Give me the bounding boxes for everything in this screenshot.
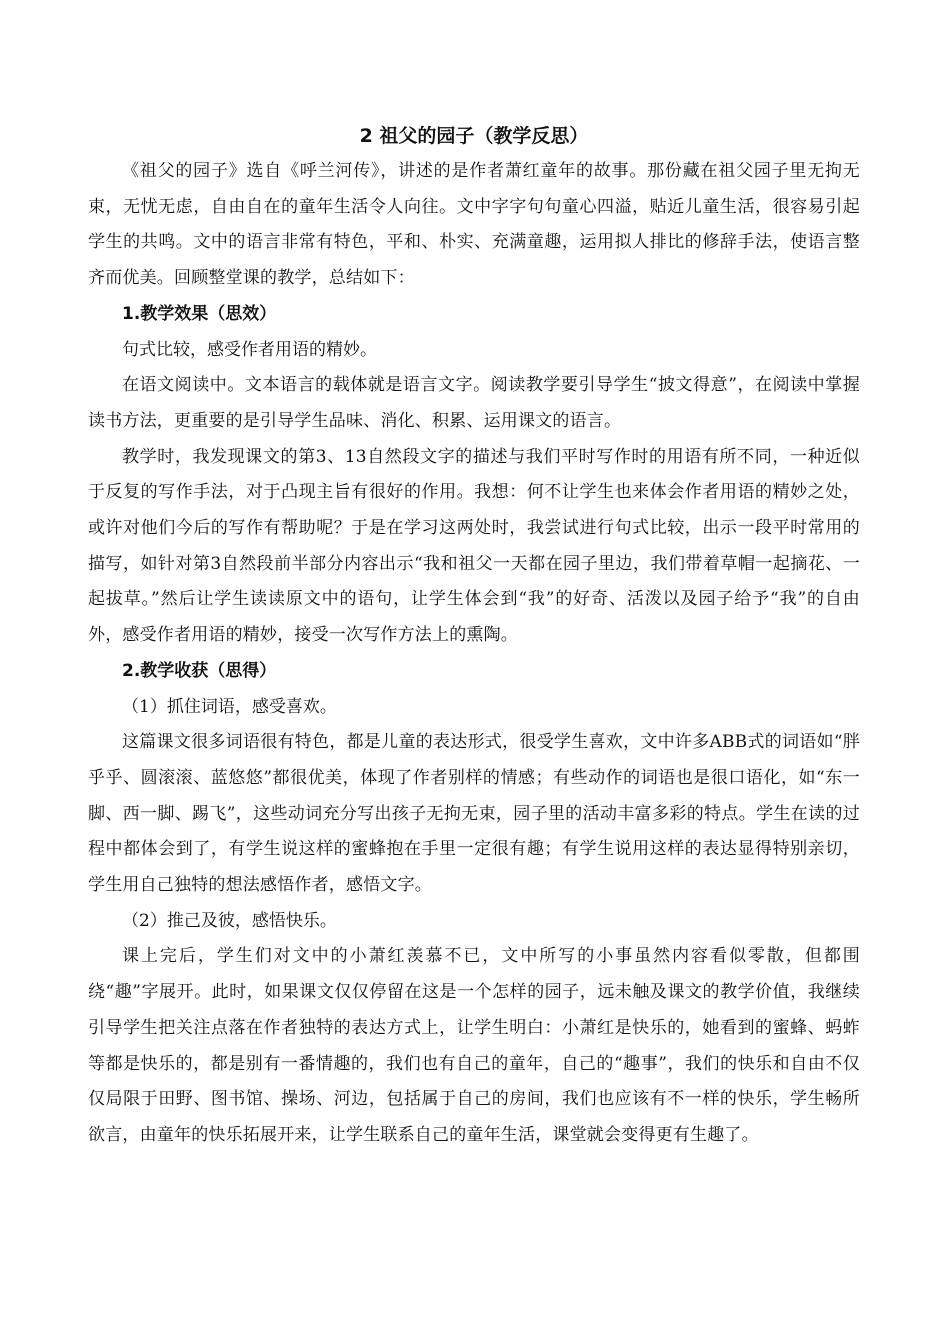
subheading-grasp-words: （1）抓住词语，感受喜欢。 — [122, 696, 337, 717]
subheading-sentence-comparison: 句式比较，感受作者用语的精妙。 — [122, 339, 377, 360]
document-page — [88, 118, 860, 1154]
paragraph-after-class: 课上完后，学生们对文中的小萧红羡慕不已，文中所写的小事虽然内容看似零散，但都围绕“趣”字展开。此时，如果课文仅仅停留在这是一个怎样的园子，远未触及课文的教学价值，我继续引导学生把关注点落在作者独特的表达方式上，让学生明白：小萧红是快乐的，她看到的蜜蜂、蚂蚱等都是快乐的，都是别有一番情趣的，我们也有自己的童年，自己的“趣事”，我们的快乐和自由不仅仅局限于田野、图书馆、操场、河边，包括属于自己的房间，我们也应该有不一样的快乐，学生畅所欲言，由童年的快乐拓展开来，让学生联系自己的童年生活，课堂就会变得更有生趣了。 — [88, 946, 860, 1145]
paragraph-reading-teaching: 在语文阅读中。文本语言的载体就是语言文字。阅读教学要引导学生“披文得意”，在阅读中掌握读书方法，更重要的是引导学生品味、消化、积累、运用课文的语言。 — [88, 375, 860, 431]
section-heading-teaching-effect: 1.教学效果（思效） — [122, 303, 277, 324]
intro-paragraph: 《祖父的园子》选自《呼兰河传》，讲述的是作者萧红童年的故事。那份藏在祖父园子里无拘无束，无忧无虑，自由自在的童年生活令人向往。文中字字句句童心四溢，贴近儿童生活，很容易引起学生的共鸣。文中的语言非常有特色，平和、朴实、充满童趣，运用拟人排比的修辞手法，使语言整齐而优美。回顾整堂课的教学，总结如下： — [88, 161, 860, 289]
section-heading-teaching-gains: 2.教学收获（思得） — [122, 660, 277, 681]
paragraph-word-features: 这篇课文很多词语很有特色，都是儿童的表达形式，很受学生喜欢，文中许多ABB式的词语如“胖乎乎、圆滚滚、蓝悠悠”都很优美，体现了作者别样的情感；有些动作的词语也是很口语化，如“东一脚、西一脚、踢飞”，这些动词充分写出孩子无拘无束，园子里的活动丰富多彩的特点。学生在读的过程中都体会到了，有学生说这样的蜜蜂抱在手里一定很有趣；有学生说用这样的表达显得特别亲切，学生用自己独特的想法感悟作者，感悟文字。 — [88, 732, 860, 896]
document-title: 2 祖父的园子（教学反思） — [359, 125, 589, 147]
subheading-feel-joy: （2）推己及彼，感悟快乐。 — [122, 910, 337, 931]
paragraph-teaching-practice: 教学时，我发现课文的第3、13自然段文字的描述与我们平时写作时的用语有所不同，一种近似于反复的写作手法，对于凸现主旨有很好的作用。我想：何不让学生也来体会作者用语的精妙之处，或许对他们今后的写作有帮助呢？于是在学习这两处时，我尝试进行句式比较，出示一段平时常用的描写，如针对第3自然段前半部分内容出示“我和祖父一天都在园子里边，我们带着草帽一起摘花、一起拔草。”然后让学生读读原文中的语句，让学生体会到“我”的好奇、活泼以及园子给予“我”的自由外，感受作者用语的精妙，接受一次写作方法上的熏陶。 — [88, 446, 860, 646]
